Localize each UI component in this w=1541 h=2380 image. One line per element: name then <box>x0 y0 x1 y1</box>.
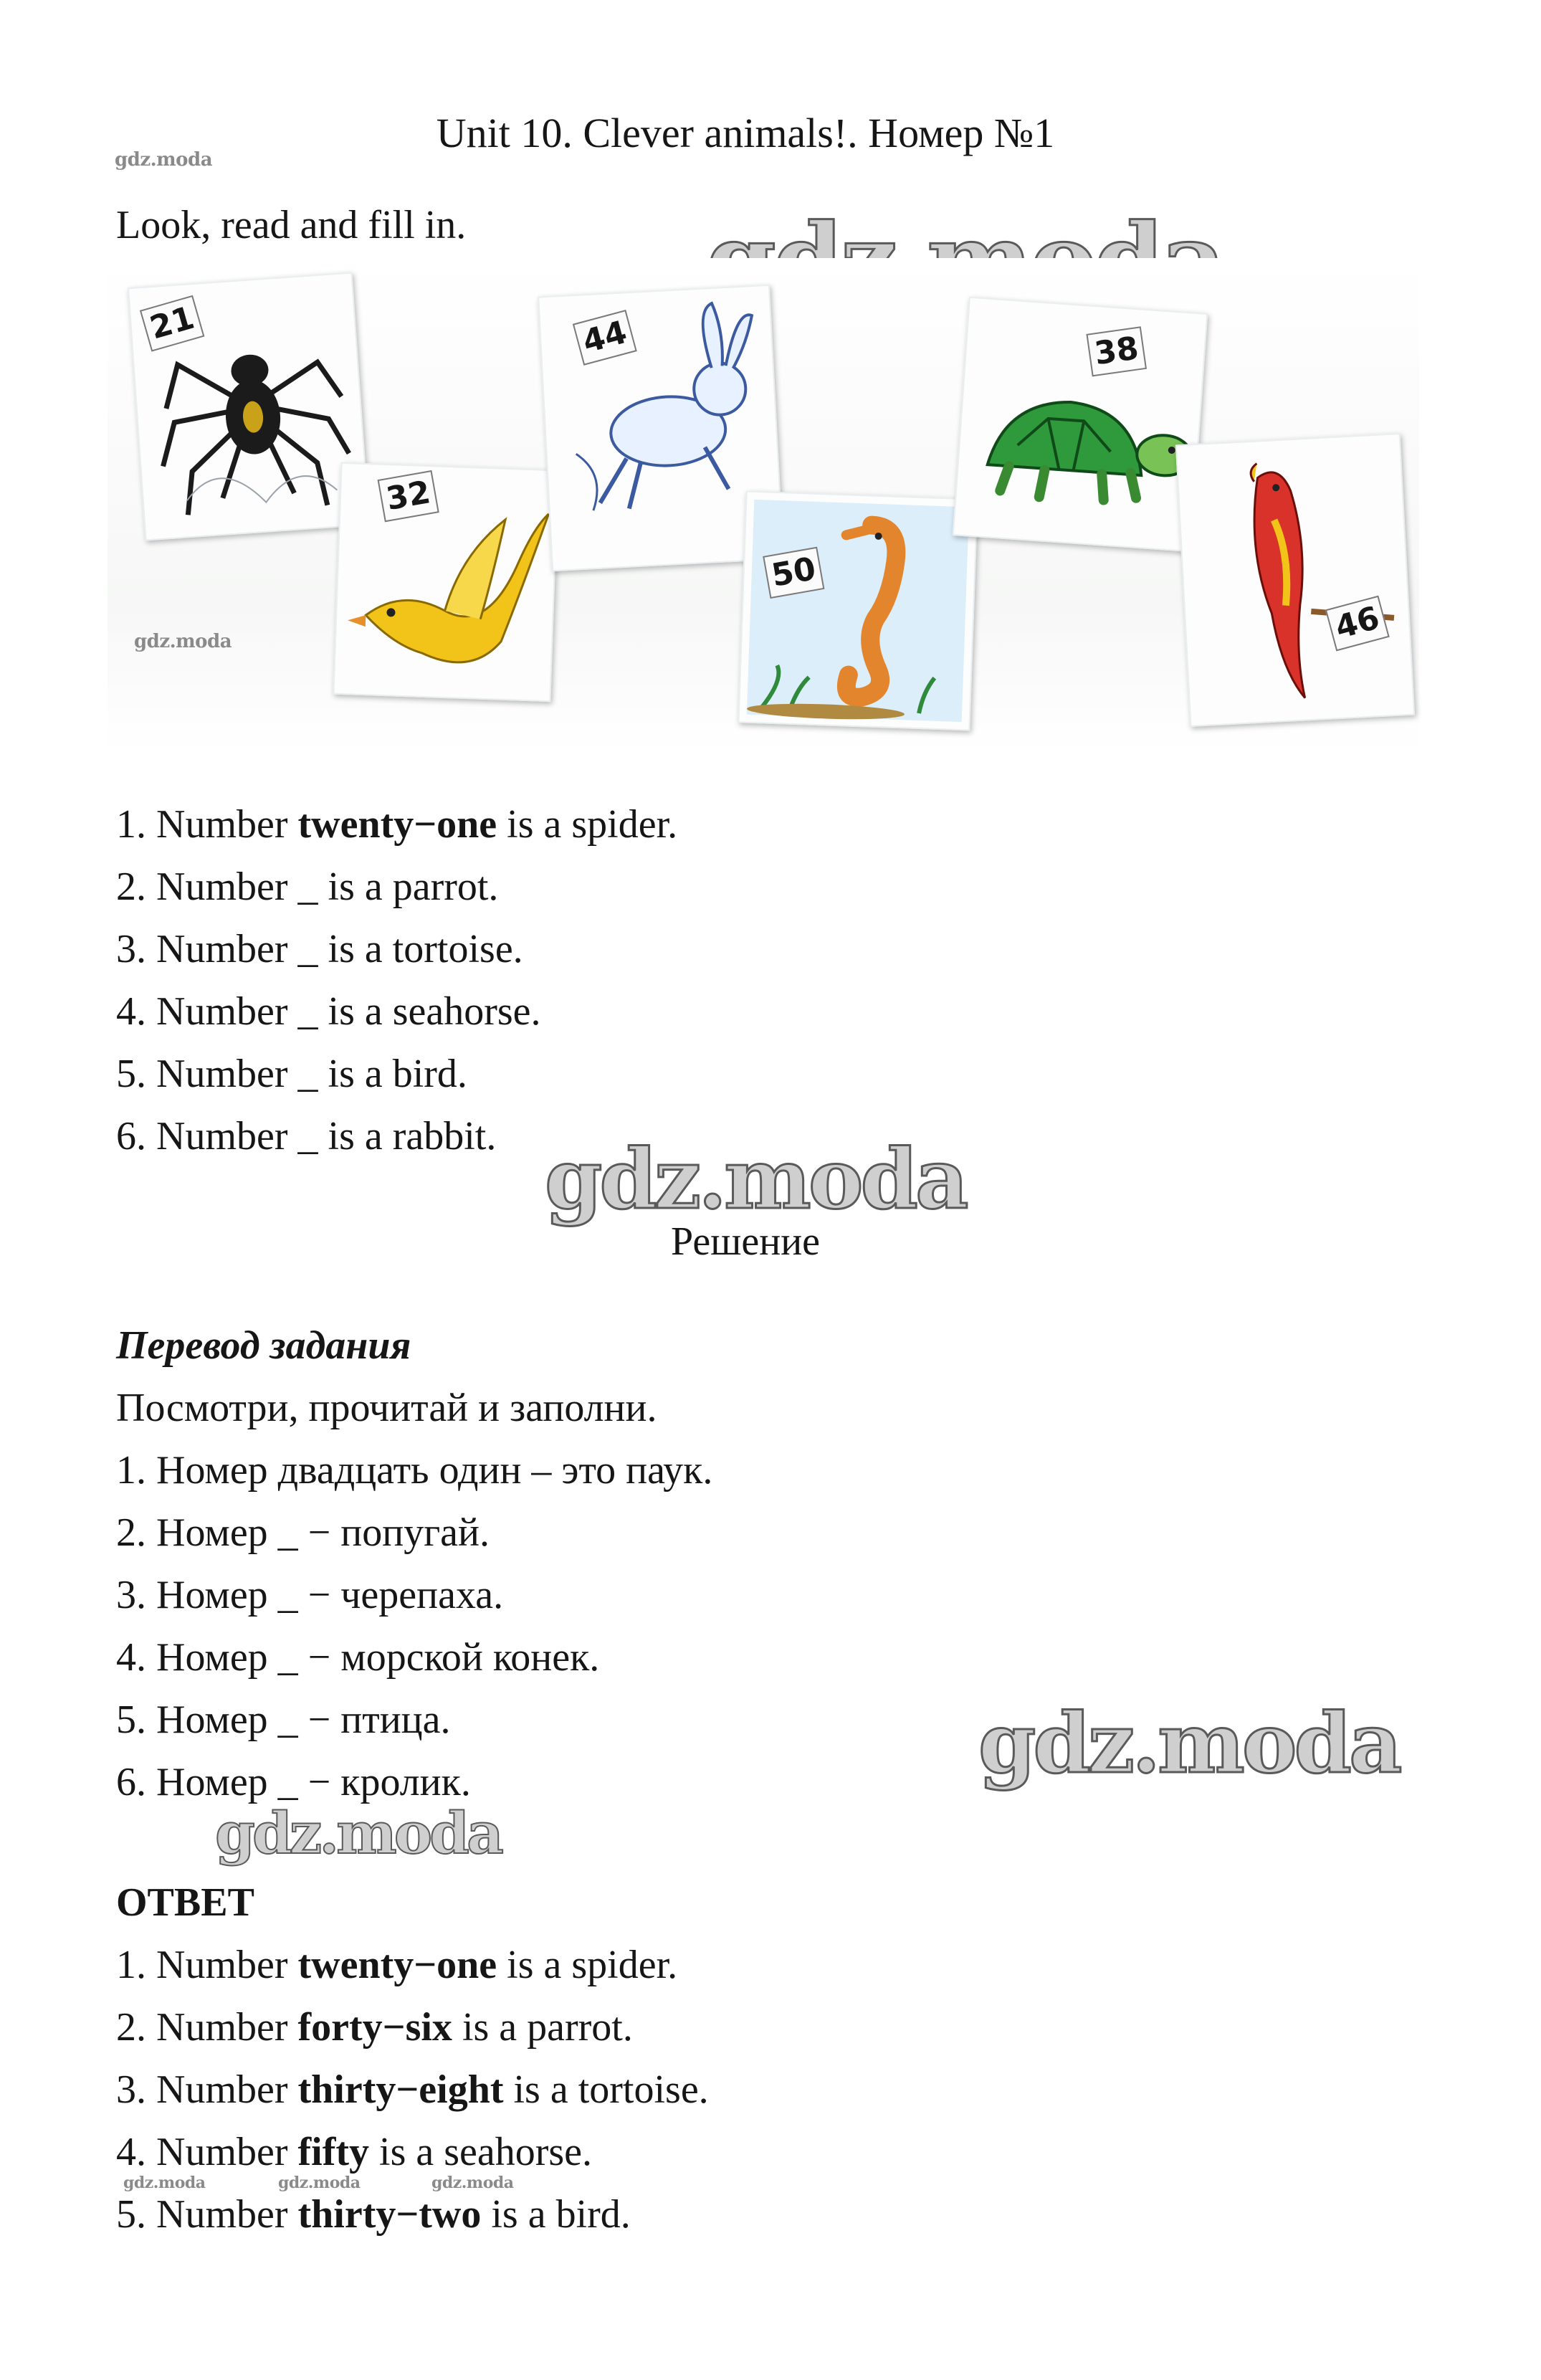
item-suffix: is a bird. <box>481 2192 631 2237</box>
exercise-item-3: 3. Number _ is a tortoise. <box>116 927 523 971</box>
translation-item-2: 2. Номер _ − попугай. <box>116 1510 490 1555</box>
solution-label: Решение <box>670 1219 821 1264</box>
item-suffix: is a spider. <box>497 802 678 847</box>
translation-item-4: 4. Номер _ − морской конек. <box>116 1635 600 1680</box>
answer-item-1 <box>116 1942 677 1988</box>
exercise-item-1 <box>116 801 677 847</box>
card-number-tag: 44 <box>573 310 637 366</box>
card-parrot <box>1175 433 1415 727</box>
item-prefix: 4. Number <box>116 2130 298 2174</box>
item-prefix: 1. Number <box>116 1943 298 1987</box>
item-prefix: 2. Number <box>116 2005 298 2050</box>
watermark-small: gdz.moda <box>431 2174 514 2192</box>
item-answer: fifty <box>297 2130 370 2174</box>
card-number-tag: 50 <box>763 547 824 599</box>
item-suffix: is a parrot. <box>452 2005 633 2050</box>
watermark-big: gdz.moda <box>978 1695 1400 1792</box>
translation-item-1: 1. Номер двадцать один – это паук. <box>116 1448 713 1493</box>
watermark-small: gdz.moda <box>278 2174 361 2192</box>
translation-instruction: Посмотри, прочитай и заполни. <box>116 1386 657 1430</box>
card-number-tag: 32 <box>378 470 439 523</box>
watermark-big: gdz.moda <box>545 1131 966 1228</box>
translation-item-6: 6. Номер _ − кролик. <box>116 1760 471 1804</box>
item-answer: thirty−two <box>297 2192 482 2237</box>
card-bird <box>333 462 558 702</box>
answer-heading: ОТВЕТ <box>116 1880 254 1925</box>
item-answer: twenty−one <box>297 802 497 847</box>
exercise-item-4: 4. Number _ is a seahorse. <box>116 989 541 1034</box>
answer-item-2 <box>116 2004 633 2050</box>
watermark-small: gdz.moda <box>123 2174 206 2192</box>
page-title: Unit 10. Clever animals!. Номер №1 <box>436 110 1055 156</box>
bird-illustration <box>335 464 558 700</box>
parrot-illustration <box>1177 434 1413 725</box>
card-number-tag: 21 <box>140 295 205 352</box>
translation-item-5: 5. Номер _ − птица. <box>116 1698 451 1742</box>
card-number-tag: 38 <box>1086 326 1147 376</box>
item-answer: forty−six <box>297 2005 452 2050</box>
item-prefix: 3. Number <box>116 2067 298 2112</box>
translation-item-3: 3. Номер _ − черепаха. <box>116 1573 504 1617</box>
item-prefix: 5. Number <box>116 2192 298 2237</box>
item-prefix: 1. Number <box>116 802 298 847</box>
answer-item-5 <box>116 2191 631 2237</box>
watermark-big: gdz.moda <box>215 1799 501 1867</box>
item-suffix: is a seahorse. <box>369 2130 593 2174</box>
item-suffix: is a spider. <box>497 1943 678 1987</box>
translation-heading: Перевод задания <box>116 1323 411 1368</box>
card-spider <box>128 272 370 541</box>
seahorse-illustration <box>740 492 977 730</box>
item-suffix: is a tortoise. <box>503 2067 709 2112</box>
card-seahorse <box>738 490 978 730</box>
item-answer: thirty−eight <box>297 2067 504 2112</box>
instruction: Look, read and fill in. <box>116 203 467 247</box>
exercise-item-2: 2. Number _ is a parrot. <box>116 865 499 909</box>
tortoise-illustration <box>954 298 1206 551</box>
exercise-item-6: 6. Number _ is a rabbit. <box>116 1114 497 1158</box>
exercise-item-5: 5. Number _ is a bird. <box>116 1052 467 1096</box>
item-answer: twenty−one <box>297 1943 497 1987</box>
card-number-tag: 46 <box>1325 596 1390 652</box>
watermark-small: gdz.moda <box>115 149 213 171</box>
card-tortoise <box>953 297 1208 552</box>
watermark-small: gdz.moda <box>134 631 232 652</box>
answer-item-3 <box>116 2067 709 2113</box>
answer-item-4 <box>116 2129 592 2175</box>
